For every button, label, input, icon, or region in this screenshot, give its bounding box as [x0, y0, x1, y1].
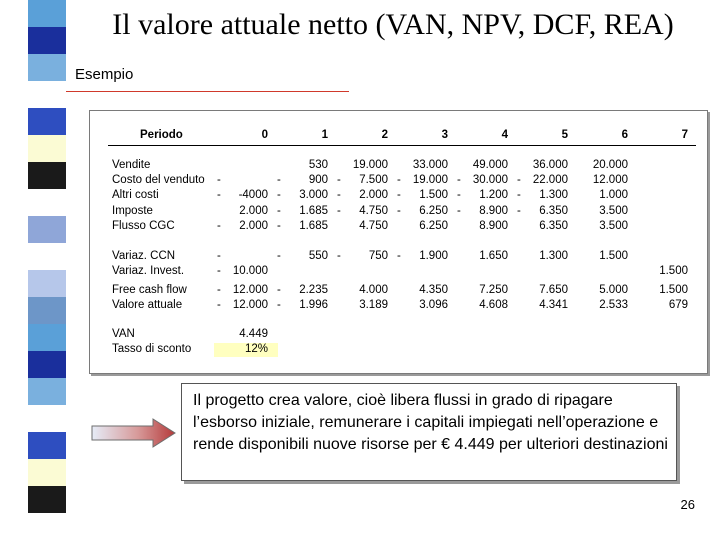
- table-cell: 7.250: [479, 284, 508, 296]
- minus-sign: -: [337, 189, 341, 201]
- row-label: VAN: [112, 328, 135, 340]
- header-period: 4: [501, 129, 508, 141]
- stripe-square: [28, 459, 66, 486]
- minus-sign: -: [277, 189, 281, 201]
- header-period: 3: [441, 129, 448, 141]
- minus-sign: -: [517, 189, 521, 201]
- minus-sign: -: [397, 174, 401, 186]
- stripe-square: [28, 486, 66, 513]
- row-label: Variaz. CCN: [112, 250, 176, 262]
- minus-sign: -: [517, 174, 521, 186]
- stripe-square: [28, 378, 66, 405]
- conclusion-text: Il progetto crea valore, cioè libera flussi in grado di ripagare l’esborso iniziale, remunerare i capitali impiegati nell’operazione e rende disponibili nuove risorse per € 4.449 per ulteriori destinazioni: [193, 392, 668, 453]
- minus-sign: -: [397, 205, 401, 217]
- stripe-square: [28, 108, 66, 135]
- table-cell: 1.300: [539, 189, 568, 201]
- table-cell: 7.650: [539, 284, 568, 296]
- decorative-stripe: [28, 0, 66, 540]
- stripe-square: [28, 324, 66, 351]
- minus-sign: -: [277, 250, 281, 262]
- minus-sign: -: [457, 174, 461, 186]
- row-label: Costo del venduto: [112, 174, 205, 186]
- stripe-square: [28, 27, 66, 54]
- row-label: Tasso di sconto: [112, 343, 192, 355]
- table-cell: 49.000: [472, 159, 508, 171]
- table-cell: 3.500: [599, 220, 628, 232]
- conclusion-box: [181, 383, 677, 481]
- table-cell: 4.750: [359, 205, 388, 217]
- subtitle-underline: [66, 91, 349, 92]
- table-cell: 1.650: [479, 250, 508, 262]
- table-cell: 4.608: [479, 299, 508, 311]
- minus-sign: -: [217, 284, 221, 296]
- table-cell: 1.000: [599, 189, 628, 201]
- stripe-square: [28, 243, 66, 270]
- table-cell: 4.449: [239, 328, 268, 340]
- minus-sign: -: [457, 189, 461, 201]
- table-cell: 530: [308, 159, 328, 171]
- table-cell: 2.000: [239, 205, 268, 217]
- table-cell: -4000: [238, 189, 268, 201]
- table-cell: 1.996: [299, 299, 328, 311]
- table-cell: 12.000: [232, 284, 268, 296]
- table-cell: 3.000: [299, 189, 328, 201]
- table-cell: 679: [668, 299, 688, 311]
- minus-sign: -: [217, 299, 221, 311]
- table-cell: 1.200: [479, 189, 508, 201]
- table-cell: 4.350: [419, 284, 448, 296]
- table-cell: 33.000: [412, 159, 448, 171]
- minus-sign: -: [517, 205, 521, 217]
- minus-sign: -: [397, 250, 401, 262]
- stripe-square: [28, 162, 66, 189]
- table-cell: 4.341: [539, 299, 568, 311]
- table-cell: 1.500: [659, 284, 688, 296]
- table-cell: 36.000: [532, 159, 568, 171]
- table-cell: 30.000: [472, 174, 508, 186]
- minus-sign: -: [337, 174, 341, 186]
- table-cell: 1.500: [599, 250, 628, 262]
- stripe-square: [28, 189, 66, 216]
- page-number: 26: [680, 497, 695, 512]
- table-cell: 900: [308, 174, 328, 186]
- table-cell: 4.000: [359, 284, 388, 296]
- table-cell: 12.000: [232, 299, 268, 311]
- table-cell: 3.500: [599, 205, 628, 217]
- minus-sign: -: [217, 220, 221, 232]
- table-cell: 19.000: [352, 159, 388, 171]
- row-label: Flusso CGC: [112, 220, 175, 232]
- minus-sign: -: [277, 205, 281, 217]
- table-cell: 2.533: [599, 299, 628, 311]
- table-cell: 19.000: [412, 174, 448, 186]
- minus-sign: -: [337, 205, 341, 217]
- table-cell: 7.500: [359, 174, 388, 186]
- stripe-square: [28, 513, 66, 540]
- table-cell: 5.000: [599, 284, 628, 296]
- table-cell: 4.750: [359, 220, 388, 232]
- header-period: 2: [381, 129, 388, 141]
- table-cell: 6.250: [419, 220, 448, 232]
- minus-sign: -: [337, 250, 341, 262]
- minus-sign: -: [457, 205, 461, 217]
- minus-sign: -: [277, 220, 281, 232]
- minus-sign: -: [217, 174, 221, 186]
- stripe-square: [28, 432, 66, 459]
- row-label: Variaz. Invest.: [112, 265, 185, 277]
- table-cell: 6.250: [419, 205, 448, 217]
- table-cell: 3.189: [359, 299, 388, 311]
- table-cell: 8.900: [479, 220, 508, 232]
- cash-flow-table: [89, 110, 708, 374]
- table-cell: 750: [368, 250, 388, 262]
- header-period: 0: [261, 129, 268, 141]
- table-cell: 1.685: [299, 220, 328, 232]
- minus-sign: -: [277, 174, 281, 186]
- row-label: Altri costi: [112, 189, 159, 201]
- header-period: 7: [681, 129, 688, 141]
- header-period: 6: [621, 129, 628, 141]
- table-cell: 1.900: [419, 250, 448, 262]
- header-period: 1: [321, 129, 328, 141]
- table-cell: 12.000: [592, 174, 628, 186]
- table-cell: 550: [308, 250, 328, 262]
- header-period-label: Periodo: [140, 129, 183, 141]
- table-cell: 1.300: [539, 250, 568, 262]
- table-cell: 6.350: [539, 205, 568, 217]
- slide-title: Il valore attuale netto (VAN, NPV, DCF, REA): [112, 8, 674, 41]
- minus-sign: -: [217, 250, 221, 262]
- stripe-square: [28, 297, 66, 324]
- stripe-square: [28, 270, 66, 297]
- minus-sign: -: [277, 284, 281, 296]
- table-cell: 12%: [244, 343, 268, 355]
- minus-sign: -: [217, 265, 221, 277]
- row-label: Free cash flow: [112, 284, 187, 296]
- minus-sign: -: [277, 299, 281, 311]
- table-cell: 3.096: [419, 299, 448, 311]
- table-cell: 1.500: [419, 189, 448, 201]
- table-cell: 2.000: [359, 189, 388, 201]
- stripe-square: [28, 81, 66, 108]
- table-cell: 22.000: [532, 174, 568, 186]
- table-cell: 1.685: [299, 205, 328, 217]
- header-period: 5: [561, 129, 568, 141]
- minus-sign: -: [217, 189, 221, 201]
- stripe-square: [28, 135, 66, 162]
- table-cell: 2.235: [299, 284, 328, 296]
- table-cell: 1.500: [659, 265, 688, 277]
- table-cell: 6.350: [539, 220, 568, 232]
- slide-subtitle: Esempio: [75, 66, 134, 83]
- table-cell: 20.000: [592, 159, 628, 171]
- minus-sign: -: [397, 189, 401, 201]
- row-label: Imposte: [112, 205, 153, 217]
- table-cell: 10.000: [232, 265, 268, 277]
- right-arrow-icon: [91, 418, 177, 448]
- table-cell: 8.900: [479, 205, 508, 217]
- row-label: Valore attuale: [112, 299, 183, 311]
- stripe-square: [28, 54, 66, 81]
- row-label: Vendite: [112, 159, 151, 171]
- stripe-square: [28, 0, 66, 27]
- table-cell: 2.000: [239, 220, 268, 232]
- stripe-square: [28, 351, 66, 378]
- header-divider: [108, 145, 696, 146]
- stripe-square: [28, 405, 66, 432]
- stripe-square: [28, 216, 66, 243]
